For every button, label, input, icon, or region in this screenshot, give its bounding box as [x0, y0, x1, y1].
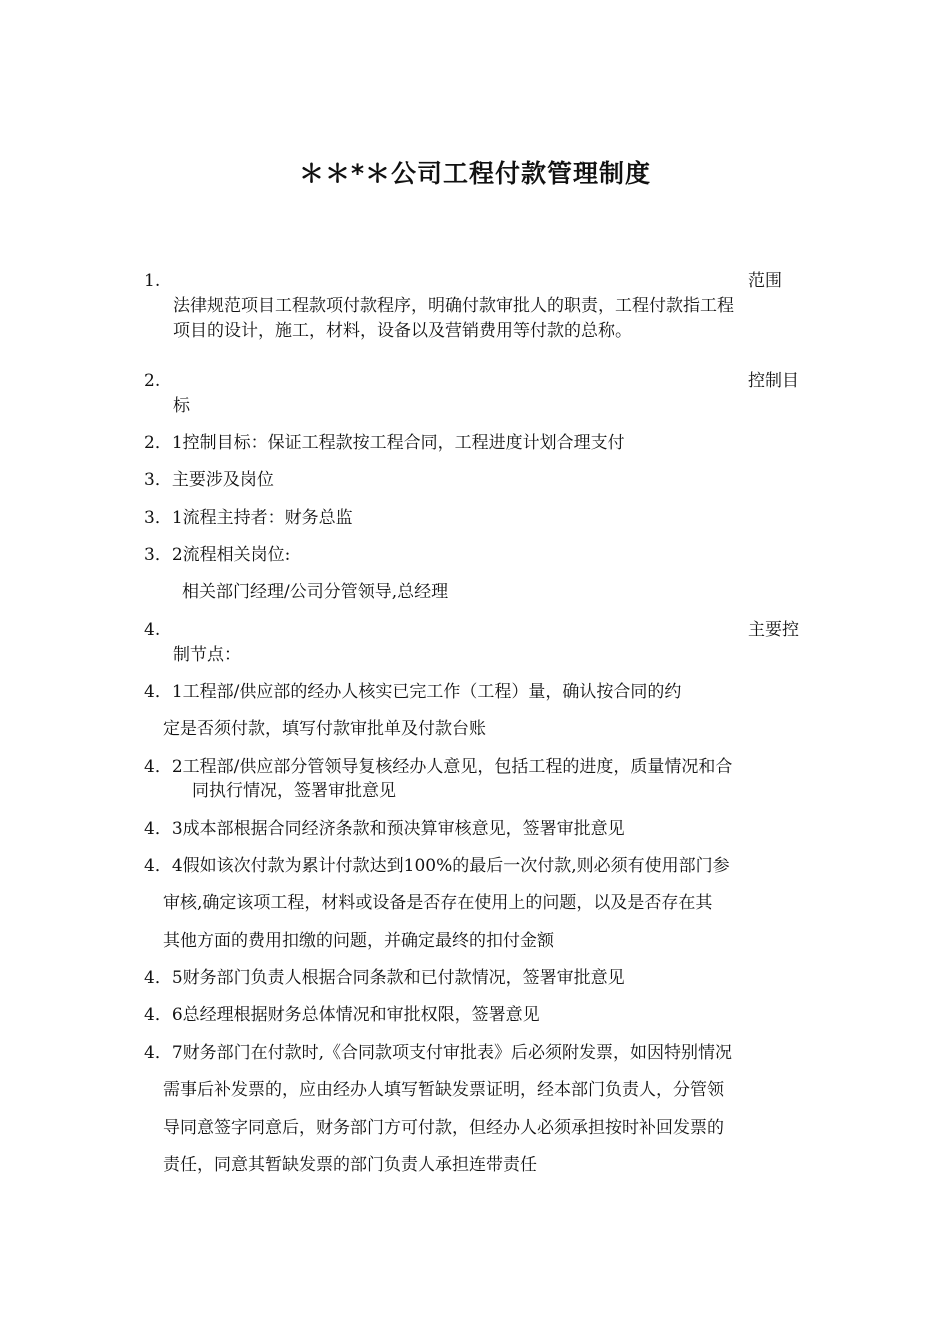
- section-4-heading-part-2: 制节点：: [173, 645, 241, 665]
- section-2-item-1: 2．1控制目标：保证工程款按工程合同，工程进度计划合理支付: [144, 433, 625, 453]
- section-4-item-7-line-4: 责任，同意其暂缺发票的部门负责人承担连带责任: [163, 1155, 537, 1175]
- section-4-item-3: 4．3成本部根据合同经济条款和预决算审核意见，签署审批意见: [144, 819, 625, 839]
- section-1-heading: 范围: [748, 271, 782, 291]
- section-4-item-1-line-2: 定是否须付款，填写付款审批单及付款台账: [163, 719, 486, 739]
- section-4-item-7-line-3: 导同意签字同意后，财务部门方可付款，但经办人必须承担按时补回发票的: [163, 1118, 724, 1138]
- section-2-heading-part-2: 标: [173, 396, 190, 416]
- section-3-item-2: 3．2流程相关岗位:: [144, 545, 291, 565]
- section-4-item-2-line-1: 4．2工程部/供应部分管领导复核经办人意见，包括工程的进度，质量情况和合: [144, 757, 733, 777]
- document-title: ＊＊*＊公司工程付款管理制度: [298, 159, 652, 188]
- section-3-item-2-detail: 相关部门经理/公司分管领导,总经理: [182, 582, 449, 602]
- section-1-text-line-1: 法律规范项目工程款项付款程序，明确付款审批人的职责，工程付款指工程: [173, 296, 734, 316]
- section-4-item-4-line-3: 其他方面的费用扣缴的问题，并确定最终的扣付金额: [163, 931, 554, 951]
- section-4-item-5: 4．5财务部门负责人根据合同条款和已付款情况，签署审批意见: [144, 968, 625, 988]
- section-4-number: 4.: [144, 620, 161, 640]
- section-4-item-4-line-1: 4．4假如该次付款为累计付款达到100%的最后一次付款,则必须有使用部门参: [144, 856, 730, 876]
- section-4-item-1-line-1: 4．1工程部/供应部的经办人核实已完工作（工程）量，确认按合同的约: [144, 682, 682, 702]
- section-4-heading-part-1: 主要控: [748, 620, 799, 640]
- section-3-item-1: 3．1流程主持者：财务总监: [144, 508, 353, 528]
- section-1-number: 1.: [144, 271, 161, 291]
- section-2-number: 2.: [144, 371, 161, 391]
- section-4-item-7-line-2: 需事后补发票的，应由经办人填写暂缺发票证明，经本部门负责人，分管领: [163, 1080, 724, 1100]
- section-4-item-2-line-2: 同执行情况，签署审批意见: [192, 781, 396, 801]
- section-2-heading-part-1: 控制目: [748, 371, 799, 391]
- section-4-item-7-line-1: 4．7财务部门在付款时,《合同款项支付审批表》后必须附发票，如因特别情况: [144, 1043, 733, 1063]
- section-4-item-6: 4．6总经理根据财务总体情况和审批权限，签署意见: [144, 1005, 540, 1025]
- section-3-heading: 3．主要涉及岗位: [144, 470, 274, 490]
- section-4-item-4-line-2: 审核,确定该项工程，材料或设备是否存在使用上的问题，以及是否存在其: [163, 893, 713, 913]
- section-1-text-line-2: 项目的设计，施工，材料，设备以及营销费用等付款的总称。: [173, 321, 632, 341]
